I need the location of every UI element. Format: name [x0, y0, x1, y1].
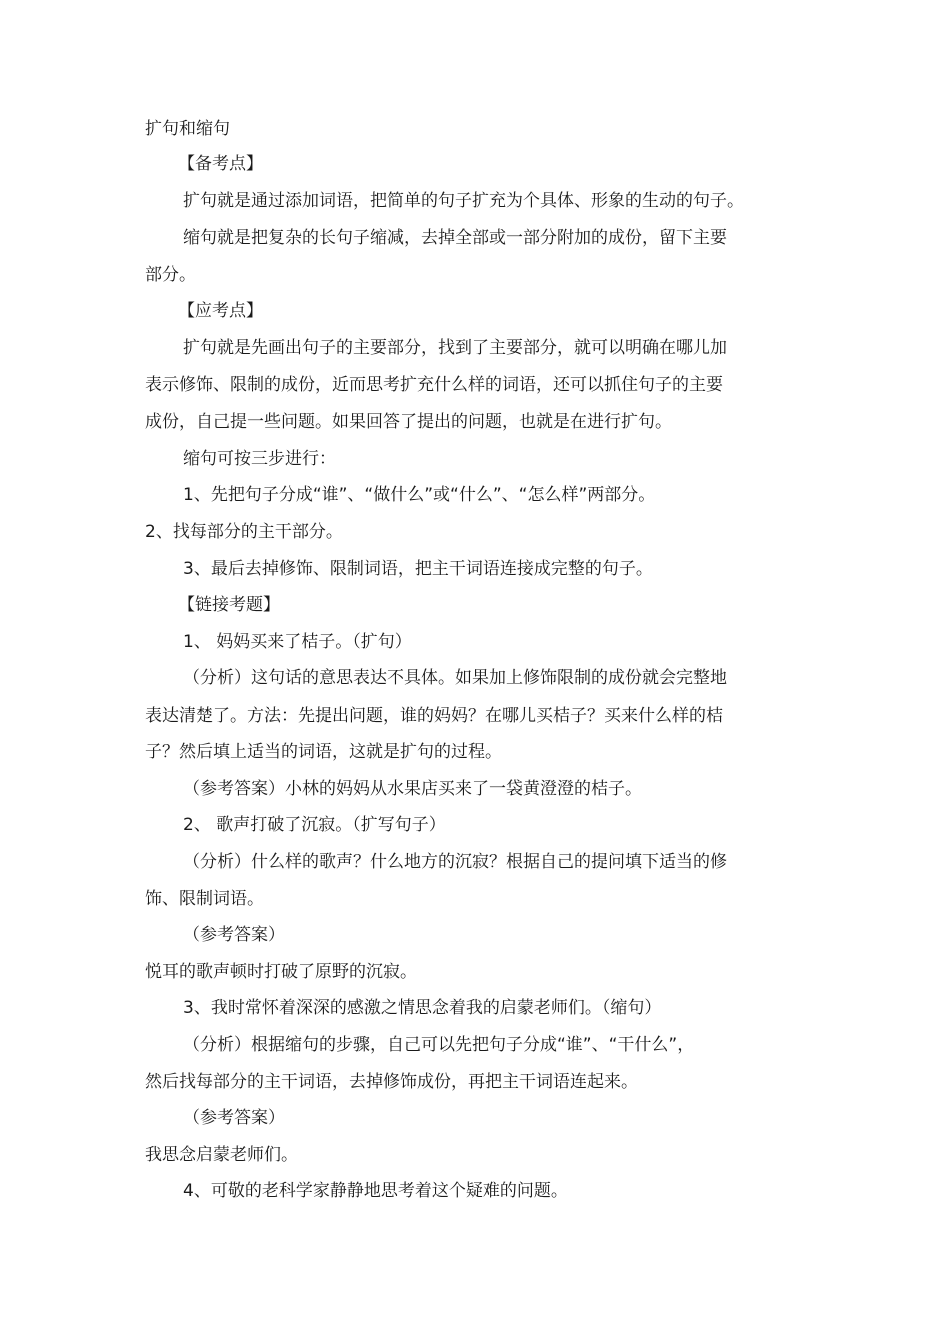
question-item: 1、 妈妈买来了桔子。（扩句）: [183, 632, 412, 652]
section-heading-lianjiekaoti: 【链接考题】: [178, 595, 280, 615]
section-heading-beikaodian: 【备考点】: [178, 154, 263, 174]
paragraph-line: （分析）这句话的意思表达不具体。如果加上修饰限制的成份就会完整地: [183, 668, 727, 688]
paragraph-line: 部分。: [145, 265, 196, 285]
list-item: 2、找每部分的主干部分。: [145, 522, 343, 542]
section-heading-yingkaodian: 【应考点】: [178, 301, 263, 321]
answer-label: （参考答案）: [183, 1108, 285, 1128]
paragraph-line: 成份，自己提一些问题。如果回答了提出的问题，也就是在进行扩句。: [145, 412, 672, 432]
paragraph-line: 缩句可按三步进行：: [183, 449, 336, 469]
paragraph-line: （分析）根据缩句的步骤，自己可以先把句子分成“谁”、“干什么”，: [183, 1035, 695, 1055]
question-item: 3、我时常怀着深深的感激之情思念着我的启蒙老师们。（缩句）: [183, 998, 662, 1018]
answer-line: 我思念启蒙老师们。: [145, 1145, 298, 1165]
paragraph-line: 表示修饰、限制的成份，近而思考扩充什么样的词语，还可以抓住句子的主要: [145, 375, 723, 395]
paragraph-line: （分析）什么样的歌声？什么地方的沉寂？根据自己的提问填下适当的修: [183, 852, 727, 872]
paragraph-line: 子？然后填上适当的词语，这就是扩句的过程。: [145, 742, 502, 762]
document-title: 扩句和缩句: [145, 119, 230, 139]
answer-line: （参考答案）小林的妈妈从水果店买来了一袋黄澄澄的桔子。: [183, 779, 642, 799]
paragraph-line: 扩句就是先画出句子的主要部分，找到了主要部分，就可以明确在哪儿加: [183, 338, 727, 358]
paragraph-line: 扩句就是通过添加词语，把简单的句子扩充为个具体、形象的生动的句子。: [183, 191, 744, 211]
list-item: 3、最后去掉修饰、限制词语，把主干词语连接成完整的句子。: [183, 559, 653, 579]
question-item: 4、可敬的老科学家静静地思考着这个疑难的问题。: [183, 1181, 568, 1201]
paragraph-line: 然后找每部分的主干词语，去掉修饰成份，再把主干词语连起来。: [145, 1072, 638, 1092]
list-item: 1、先把句子分成“谁”、“做什么”或“什么”、“怎么样”两部分。: [183, 485, 656, 505]
paragraph-line: 饰、限制词语。: [145, 889, 264, 909]
answer-label: （参考答案）: [183, 925, 285, 945]
paragraph-line: 表达清楚了。方法：先提出问题，谁的妈妈？在哪儿买桔子？买来什么样的桔: [145, 706, 723, 726]
answer-line: 悦耳的歌声顿时打破了原野的沉寂。: [145, 962, 417, 982]
question-item: 2、 歌声打破了沉寂。（扩写句子）: [183, 815, 446, 835]
paragraph-line: 缩句就是把复杂的长句子缩减，去掉全部或一部分附加的成份，留下主要: [183, 228, 727, 248]
